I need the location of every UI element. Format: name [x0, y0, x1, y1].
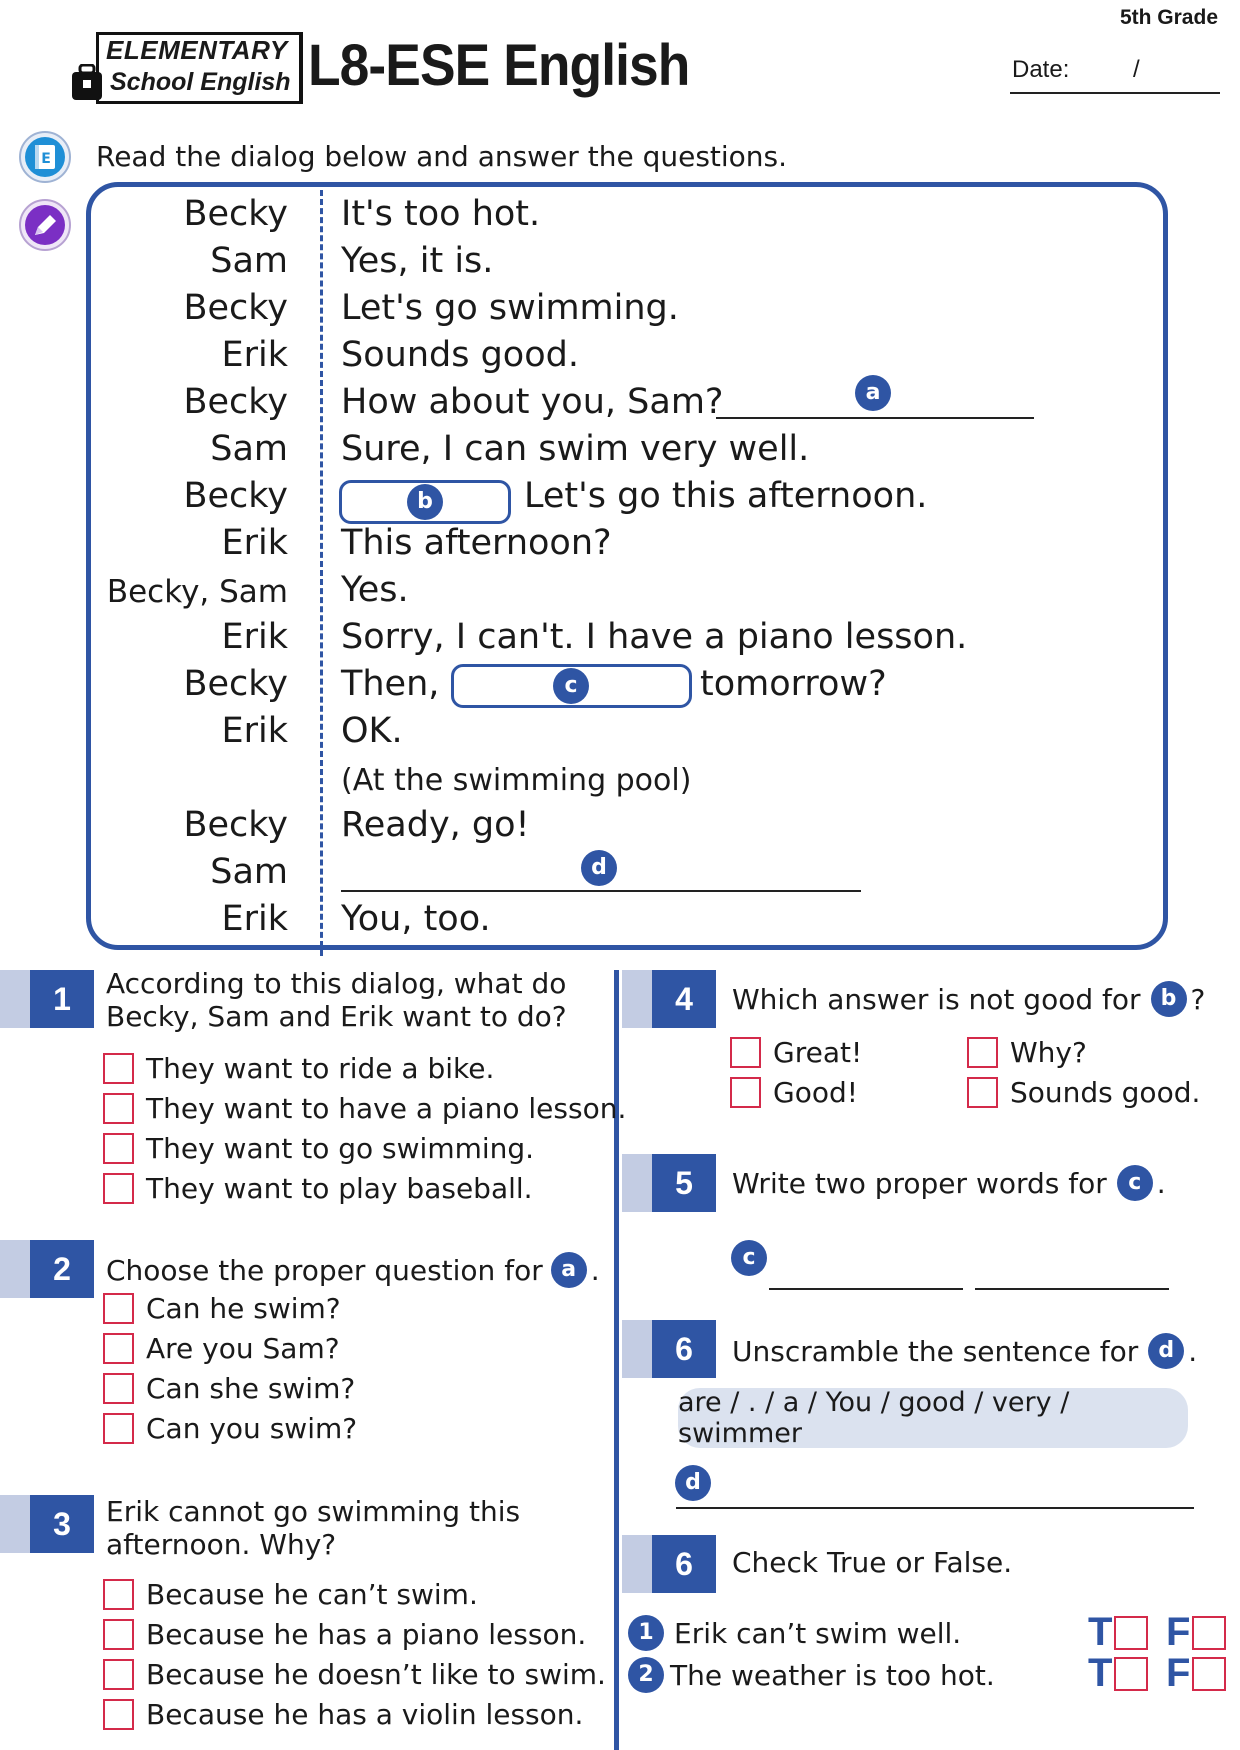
question-3-text	[106, 1495, 520, 1561]
question-3-line2: afternoon. Why?	[106, 1528, 337, 1561]
dialog-stage-direction: (At the swimming pool)	[341, 763, 692, 798]
dialog-line: Let's go this afternoon.	[524, 476, 928, 516]
badge-c: c	[1117, 1165, 1153, 1201]
date-label: Date:	[1012, 56, 1070, 83]
true-checkbox[interactable]	[1114, 1657, 1148, 1691]
false-option-2[interactable]	[1166, 1651, 1226, 1696]
dialog-speaker: Erik	[221, 335, 288, 375]
badge-b: b	[1151, 981, 1187, 1017]
grade-label: 5th Grade	[1119, 6, 1218, 29]
number-label: 4	[652, 970, 716, 1028]
option-label: Sounds good.	[1010, 1076, 1201, 1109]
dialog-line: How about you, Sam?	[341, 382, 724, 422]
dialog-line: It's too hot.	[341, 194, 541, 234]
option-label: Because he has a violin lesson.	[146, 1698, 584, 1731]
dialog-line: Sorry, I can't. I have a piano lesson.	[341, 617, 968, 657]
question-4-end: ?	[1190, 982, 1206, 1016]
dialog-speaker: Sam	[210, 429, 288, 469]
question-6-prompt: Unscramble the sentence for	[732, 1334, 1139, 1368]
dialog-speaker: Becky	[183, 194, 288, 234]
blank-d-line[interactable]	[341, 890, 861, 892]
false-checkbox[interactable]	[1192, 1657, 1226, 1691]
true-label: T	[1088, 1610, 1113, 1654]
pencil-icon	[18, 198, 72, 252]
number-label: 1	[30, 970, 94, 1028]
svg-text:E: E	[41, 151, 51, 167]
date-separator: /	[1133, 56, 1140, 83]
question-6-text	[732, 1333, 1197, 1369]
question-4-option[interactable]	[967, 1036, 1087, 1069]
statement-2	[628, 1657, 995, 1693]
question-7-text: Check True or False.	[732, 1546, 1013, 1579]
statement-number: 1	[628, 1615, 664, 1651]
dialog-divider	[320, 190, 323, 956]
checkbox[interactable]	[967, 1037, 998, 1068]
option-label: Great!	[773, 1036, 863, 1069]
badge-d: d	[581, 850, 617, 886]
question-4-option[interactable]	[730, 1076, 858, 1109]
number-label: 2	[30, 1240, 94, 1298]
question-2-option[interactable]	[103, 1292, 341, 1325]
checkbox[interactable]	[103, 1413, 134, 1444]
logo-line2: School English	[110, 68, 291, 96]
option-label: They want to ride a bike.	[146, 1052, 495, 1085]
statement-1	[628, 1615, 961, 1651]
checkbox[interactable]	[103, 1093, 134, 1124]
number-tab	[622, 1154, 652, 1212]
scramble-words: are / . / a / You / good / very / swimmer	[678, 1388, 1188, 1448]
question-4-prompt: Which answer is not good for	[732, 982, 1141, 1016]
statement-text: The weather is too hot.	[670, 1658, 995, 1692]
question-1-option[interactable]	[103, 1092, 626, 1125]
dialog-line: OK.	[341, 711, 403, 751]
dialog-line: Then,	[341, 664, 440, 704]
question-2-prompt: Choose the proper question for	[106, 1253, 543, 1287]
date-field[interactable]	[1010, 92, 1220, 94]
checkbox[interactable]	[103, 1053, 134, 1084]
number-tab	[0, 1240, 30, 1298]
question-3-option[interactable]	[103, 1658, 606, 1691]
question-1-option[interactable]	[103, 1132, 534, 1165]
question-4-text	[732, 981, 1205, 1017]
number-label: 3	[30, 1495, 94, 1553]
blank-a-line[interactable]	[716, 417, 1034, 419]
question-3-option[interactable]	[103, 1698, 583, 1731]
question-2-text	[106, 1252, 600, 1288]
dialog-speaker: Erik	[221, 711, 288, 751]
option-label: They want to play baseball.	[146, 1172, 533, 1205]
number-tab	[622, 970, 652, 1028]
logo-line1: ELEMENTARY	[106, 35, 288, 65]
badge-a: a	[551, 1252, 587, 1288]
question-3-line1: Erik cannot go swimming this	[106, 1495, 521, 1528]
false-label: F	[1166, 1610, 1191, 1654]
number-tab	[0, 970, 30, 1028]
question-6-end: .	[1188, 1334, 1198, 1368]
option-label: Can she swim?	[146, 1372, 356, 1405]
question-4-option[interactable]	[730, 1036, 862, 1069]
dialog-line: Yes.	[341, 570, 409, 610]
checkbox[interactable]	[103, 1373, 134, 1404]
answer-c-word2[interactable]	[975, 1288, 1169, 1290]
question-2-end: .	[590, 1253, 600, 1287]
badge-d: d	[1148, 1333, 1184, 1369]
dialog-line: Sounds good.	[341, 335, 579, 375]
checkbox[interactable]	[103, 1619, 134, 1650]
checkbox[interactable]	[103, 1293, 134, 1324]
dialog-speaker: Becky	[183, 288, 288, 328]
dialog-speaker: Becky	[183, 664, 288, 704]
dialog-speaker: Becky	[183, 476, 288, 516]
option-label: Because he can’t swim.	[146, 1578, 478, 1611]
question-3-option[interactable]	[103, 1578, 478, 1611]
badge-d: d	[675, 1465, 711, 1501]
worksheet-title: L8-ESE English	[308, 33, 690, 98]
dialog-line: You, too.	[341, 899, 491, 939]
dialog-line: Ready, go!	[341, 805, 530, 845]
dialog-line: Yes, it is.	[341, 241, 494, 281]
number-tab	[622, 1535, 652, 1593]
dialog-line: This afternoon?	[341, 523, 612, 563]
option-label: Can you swim?	[146, 1412, 358, 1445]
option-label: Why?	[1010, 1036, 1087, 1069]
instruction-text: Read the dialog below and answer the questions.	[96, 140, 788, 173]
number-label: 6	[652, 1535, 716, 1593]
answer-c-word1[interactable]	[769, 1288, 963, 1290]
badge-c: c	[553, 668, 589, 704]
option-label: Good!	[773, 1076, 858, 1109]
checkbox[interactable]	[967, 1077, 998, 1108]
question-1-line1: According to this dialog, what do	[106, 967, 567, 1000]
dialog-speaker: Erik	[221, 617, 288, 657]
dialog-speaker: Erik	[221, 523, 288, 563]
question-5-text	[732, 1165, 1166, 1201]
number-label: 6	[652, 1320, 716, 1378]
dialog-line: Let's go swimming.	[341, 288, 679, 328]
question-1-option[interactable]	[103, 1052, 494, 1085]
question-1-line2: Becky, Sam and Erik want to do?	[106, 1000, 567, 1033]
question-4-option[interactable]	[967, 1076, 1200, 1109]
question-2-option[interactable]	[103, 1412, 357, 1445]
dialog-line: Sure, I can swim very well.	[341, 429, 810, 469]
checkbox[interactable]	[103, 1133, 134, 1164]
checkbox[interactable]	[103, 1173, 134, 1204]
dialog-speaker: Becky	[183, 805, 288, 845]
checkbox[interactable]	[103, 1579, 134, 1610]
option-label: They want to have a piano lesson.	[146, 1092, 627, 1125]
statement-number: 2	[628, 1657, 664, 1693]
number-tab	[622, 1320, 652, 1378]
checkbox[interactable]	[103, 1333, 134, 1364]
number-label: 5	[652, 1154, 716, 1212]
question-5-end: .	[1156, 1166, 1166, 1200]
school-bag-icon	[70, 64, 104, 102]
option-label: Are you Sam?	[146, 1332, 340, 1365]
option-label: Because he doesn’t like to swim.	[146, 1658, 606, 1691]
true-checkbox[interactable]	[1114, 1616, 1148, 1650]
option-label: They want to go swimming.	[146, 1132, 535, 1165]
dictionary-icon	[18, 130, 72, 184]
dialog-speaker: Sam	[210, 241, 288, 281]
false-checkbox[interactable]	[1192, 1616, 1226, 1650]
dialog-speaker: Becky	[183, 382, 288, 422]
checkbox[interactable]	[103, 1699, 134, 1730]
question-1-text	[106, 967, 567, 1033]
answer-d-line[interactable]	[676, 1507, 1194, 1509]
badge-b: b	[407, 484, 443, 520]
dialog-speaker: Becky, Sam	[106, 574, 288, 610]
question-5-prompt: Write two proper words for	[732, 1166, 1107, 1200]
dialog-line: tomorrow?	[700, 664, 887, 704]
checkbox[interactable]	[730, 1077, 761, 1108]
question-2-option[interactable]	[103, 1372, 355, 1405]
checkbox[interactable]	[103, 1659, 134, 1690]
question-3-option[interactable]	[103, 1618, 586, 1651]
false-label: F	[1166, 1651, 1191, 1695]
question-2-option[interactable]	[103, 1332, 340, 1365]
true-option-2[interactable]	[1088, 1651, 1148, 1696]
statement-text: Erik can’t swim well.	[674, 1616, 962, 1650]
column-divider	[614, 970, 619, 1750]
logo	[66, 30, 298, 104]
badge-c: c	[731, 1240, 767, 1276]
question-1-option[interactable]	[103, 1172, 533, 1205]
checkbox[interactable]	[730, 1037, 761, 1068]
dialog-speaker: Erik	[221, 899, 288, 939]
number-tab	[0, 1495, 30, 1553]
option-label: Because he has a piano lesson.	[146, 1618, 587, 1651]
badge-a: a	[855, 375, 891, 411]
dialog-speaker: Sam	[210, 852, 288, 892]
option-label: Can he swim?	[146, 1292, 341, 1325]
true-option-1[interactable]	[1088, 1610, 1148, 1655]
false-option-1[interactable]	[1166, 1610, 1226, 1655]
true-label: T	[1088, 1651, 1113, 1695]
